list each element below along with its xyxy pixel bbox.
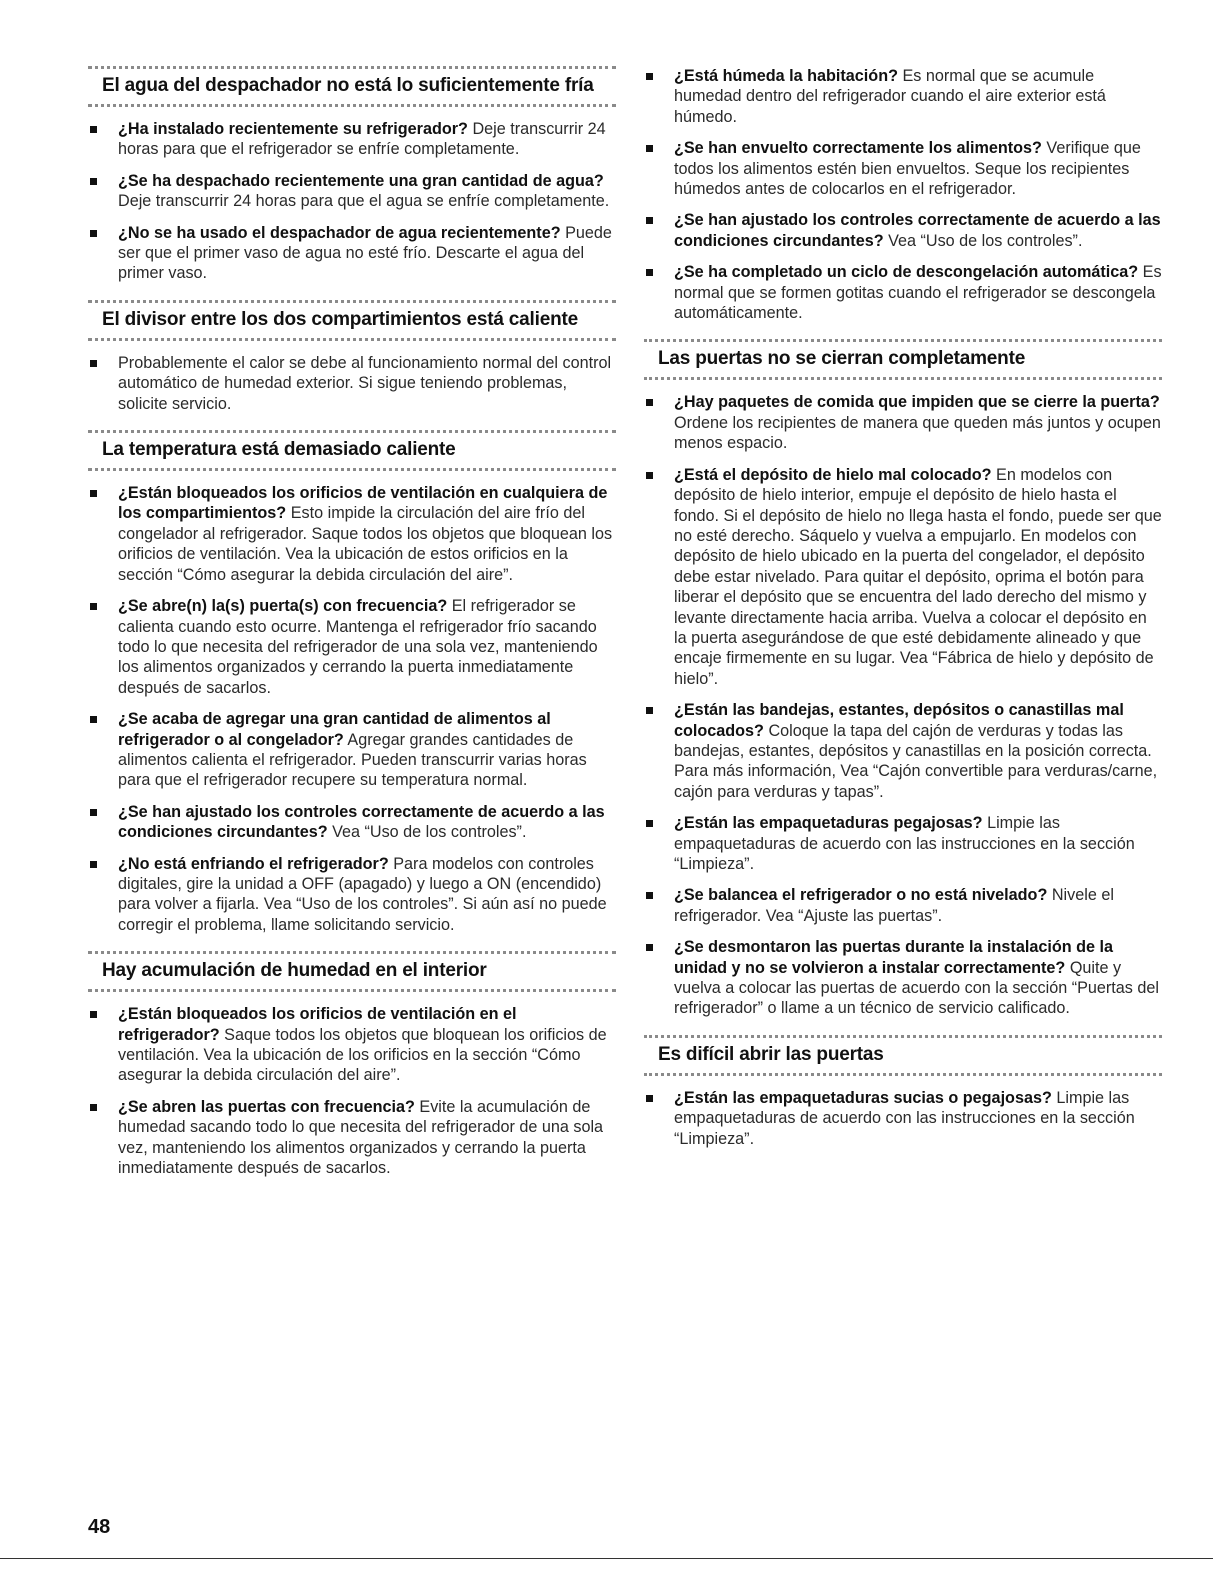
troubleshooting-section [644, 1035, 1162, 1149]
square-bullet-icon [646, 820, 653, 827]
answer-text: Puede ser que el primer vaso de agua no esté frío. Descarte el agua del primer vaso. [118, 223, 612, 283]
square-bullet-icon [646, 707, 653, 714]
question-text: ¿Se abre(n) la(s) puerta(s) con frecuencia? [118, 597, 448, 616]
list-item [88, 1004, 616, 1086]
question-text: ¿Se han envuelto correctamente los alimentos? [674, 139, 1042, 158]
item-list [88, 1004, 616, 1178]
answer-text: Probablemente el calor se debe al funcionamiento normal del control automático de humedad exterior. Si sigue teniendo problemas, solicite servicio. [118, 353, 612, 413]
square-bullet-icon [90, 1011, 97, 1018]
right-column [644, 66, 1162, 1165]
square-bullet-icon [646, 399, 653, 406]
item-list [88, 353, 616, 414]
section-heading: La temperatura está demasiado caliente [88, 430, 616, 471]
answer-text: Limpie las empaquetaduras de acuerdo con las instrucciones en la sección “Limpieza”. [674, 1088, 1135, 1148]
question-text: ¿Se desmontaron las puertas durante la instalación de la unidad y no se volvieron a instalar correctamente? [674, 938, 1113, 977]
question-text: ¿Se han ajustado los controles correctamente de acuerdo a las condiciones circundantes? [674, 211, 1161, 250]
list-item [88, 596, 616, 698]
list-item [644, 392, 1162, 453]
left-column [88, 66, 616, 1194]
question-text: ¿Se ha despachado recientemente una gran cantidad de agua? [118, 171, 604, 190]
answer-text: Es normal que se acumule humedad dentro del refrigerador cuando el aire exterior está húmedo. [674, 67, 1106, 126]
question-text: ¿No se ha usado el despachador de agua recientemente? [118, 223, 561, 242]
square-bullet-icon [646, 73, 653, 80]
troubleshooting-section [644, 66, 1162, 323]
question-text: ¿Están las empaquetaduras sucias o pegajosas? [674, 1088, 1052, 1107]
square-bullet-icon [646, 944, 653, 951]
troubleshooting-section [88, 66, 616, 284]
answer-text: Nivele el refrigerador. Vea “Ajuste las puertas”. [674, 886, 1114, 925]
answer-text: Vea “Uso de los controles”. [888, 231, 1083, 250]
list-item [644, 262, 1162, 323]
question-text: ¿Están bloqueados los orificios de ventilación en cualquiera de los compartimientos? [118, 484, 608, 523]
question-text: ¿Están las empaquetaduras pegajosas? [674, 814, 983, 833]
answer-text: Es normal que se formen gotitas cuando el refrigerador se descongela automáticamente. [674, 263, 1162, 323]
answer-text: Ordene los recipientes de manera que queden más juntos y ocupen menos espacio. [674, 413, 1161, 453]
answer-text: Quite y vuelva a colocar las puertas de acuerdo con la sección “Puertas del refrigerador” o llame a un técnico de servicio calificado. [674, 958, 1160, 1018]
question-text: ¿Se balancea el refrigerador o no está nivelado? [674, 886, 1048, 905]
square-bullet-icon [90, 861, 97, 868]
page-number: 48 [88, 1516, 111, 1538]
item-list [644, 392, 1162, 1018]
answer-text: Saque todos los objetos que bloquean los orificios de ventilación. Vea la ubicación de los orificios en la sección “Cómo asegurar la debida circulación del aire”. [118, 1025, 607, 1085]
square-bullet-icon [90, 178, 97, 185]
troubleshooting-section [644, 339, 1162, 1018]
answer-text: Agregar grandes cantidades de alimentos calienta el refrigerador. Pueden transcurrir varias horas para que el refrigerador recupere su temperatura normal. [118, 730, 587, 790]
section-heading: Es difícil abrir las puertas [644, 1035, 1162, 1076]
answer-text: Coloque la tapa del cajón de verduras y todas las bandejas, estantes, depósitos y canastillas en la posición correcta. Para más información, Vea “Cajón convertible para verduras/carne, cajón para verduras y tapas”. [674, 721, 1158, 801]
square-bullet-icon [90, 126, 97, 133]
list-item [88, 709, 616, 791]
item-list [644, 1088, 1162, 1149]
square-bullet-icon [646, 145, 653, 152]
list-item [644, 700, 1162, 802]
question-text: ¿Está el depósito de hielo mal colocado? [674, 465, 992, 484]
answer-text: En modelos con depósito de hielo interior, empuje el depósito de hielo hasta el fondo. Si el depósito de hielo no llega hasta el fondo, puede ser que no esté derecho. Sáquelo y vuelva a empujarlo. En modelos con depósito de hielo ubicado en la puerta del congelador, el depósito debe estar nivelado. Para quitar el depósito, oprima el botón para liberar el depósito que se encuentra del lado derecho del mismo y levante directamente hacia arriba. Vuelva a colocar el depósito en la puerta asegurándose de que esté debidamente alineado y que encaje firmemente en su lugar. Vea “Fábrica de hielo y depósito de hielo”. [674, 465, 1162, 688]
square-bullet-icon [646, 892, 653, 899]
question-text: ¿Se han ajustado los controles correctamente de acuerdo a las condiciones circundantes? [118, 802, 605, 842]
answer-text: Evite la acumulación de humedad sacando todo lo que necesita del refrigerador de una sola vez, manteniendo los alimentos organizados y cerrando la puerta inmediatamente después de sacarlos. [118, 1097, 604, 1178]
question-text: ¿Ha instalado recientemente su refrigerador? [118, 120, 468, 138]
square-bullet-icon [646, 217, 653, 224]
list-item [644, 138, 1162, 199]
section-heading: El agua del despachador no está lo suficientemente fría [88, 66, 616, 107]
list-item [88, 353, 616, 414]
square-bullet-icon [646, 269, 653, 276]
answer-text: Esto impide la circulación del aire frío del congelador al refrigerador. Saque todos los objetos que bloquean los orificios de ventilación. Vea la ubicación de estos orificios en la sección “Cómo asegurar la debida circulación del aire”. [118, 504, 613, 584]
question-text: ¿Se ha completado un ciclo de descongelación automática? [674, 263, 1139, 282]
square-bullet-icon [90, 1104, 97, 1111]
question-text: ¿Están las bandejas, estantes, depósitos o canastillas mal colocados? [674, 701, 1124, 740]
list-item [88, 1097, 616, 1179]
square-bullet-icon [90, 490, 97, 497]
list-item [644, 465, 1162, 689]
question-text: ¿No está enfriando el refrigerador? [118, 854, 389, 873]
square-bullet-icon [90, 716, 97, 723]
answer-text: Deje transcurrir 24 horas para que el refrigerador se enfríe completamente. [118, 120, 606, 159]
answer-text: Para modelos con controles digitales, gire la unidad a OFF (apagado) y luego a ON (encendido) para volver a fijarla. Vea “Uso de los controles”. Si aún así no puede corregir el problema, llame solicitando servicio. [118, 854, 607, 934]
answer-text: Verifique que todos los alimentos estén bien envueltos. Seque los recipientes húmedos antes de colocarlos en el refrigerador. [674, 139, 1141, 199]
section-heading: Las puertas no se cierran completamente [644, 339, 1162, 380]
question-text: ¿Se acaba de agregar una gran cantidad de alimentos al refrigerador o al congelador? [118, 710, 551, 749]
section-heading: El divisor entre los dos compartimientos está caliente [88, 300, 616, 341]
square-bullet-icon [90, 230, 97, 237]
troubleshooting-section [88, 951, 616, 1178]
list-item [644, 1088, 1162, 1149]
square-bullet-icon [90, 603, 97, 610]
list-item [88, 223, 616, 284]
item-list [88, 119, 616, 284]
answer-text: Limpie las empaquetaduras de acuerdo con las instrucciones en la sección “Limpieza”. [674, 814, 1135, 873]
square-bullet-icon [646, 472, 653, 479]
square-bullet-icon [90, 809, 97, 816]
list-item [88, 483, 616, 585]
list-item [644, 885, 1162, 926]
answer-text: Vea “Uso de los controles”. [332, 823, 527, 842]
list-item [88, 854, 616, 936]
answer-text: El refrigerador se calienta cuando esto ocurre. Mantenga el refrigerador frío sacando todo lo que necesita del refrigerador de una sola vez, manteniendo los alimentos organizados y cerrando la puerta inmediatamente después de sacarlos. [118, 597, 598, 697]
list-item [644, 210, 1162, 251]
list-item [88, 171, 616, 212]
list-item [88, 802, 616, 843]
square-bullet-icon [646, 1095, 653, 1102]
list-item [644, 813, 1162, 874]
question-text: ¿Hay paquetes de comida que impiden que se cierre la puerta? [674, 393, 1160, 412]
question-text: ¿Está húmeda la habitación? [674, 67, 898, 85]
bottom-rule [0, 1558, 1213, 1559]
item-list [644, 66, 1162, 323]
item-list [88, 483, 616, 935]
list-item [644, 937, 1162, 1019]
troubleshooting-section [88, 430, 616, 935]
answer-text: Deje transcurrir 24 horas para que el agua se enfríe completamente. [118, 192, 610, 211]
question-text: ¿Están bloqueados los orificios de ventilación en el refrigerador? [118, 1005, 517, 1044]
square-bullet-icon [90, 360, 97, 367]
question-text: ¿Se abren las puertas con frecuencia? [118, 1097, 415, 1116]
section-heading: Hay acumulación de humedad en el interior [88, 951, 616, 992]
troubleshooting-section [88, 300, 616, 414]
list-item [644, 66, 1162, 127]
list-item [88, 119, 616, 160]
